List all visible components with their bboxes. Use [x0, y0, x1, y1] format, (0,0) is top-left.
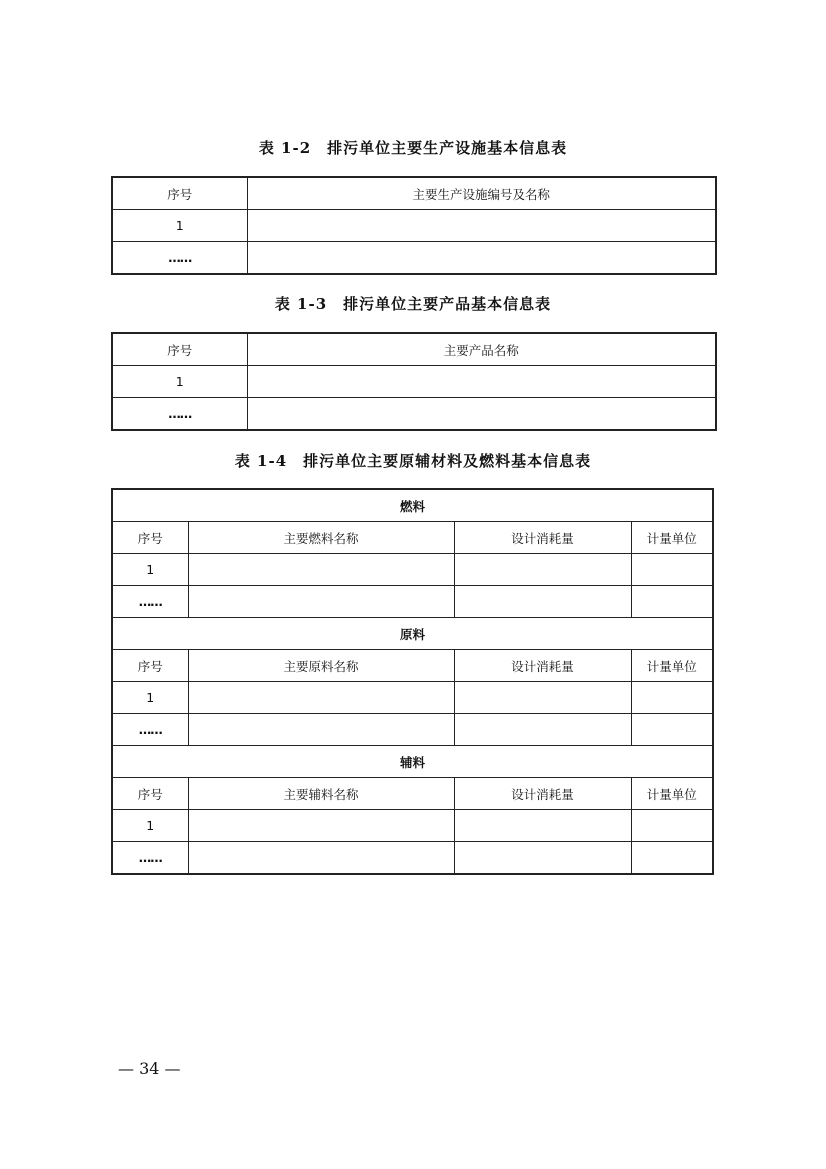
table-cell — [454, 586, 631, 618]
table-row — [112, 682, 713, 714]
table-cell — [188, 586, 454, 618]
table-cell: 1 — [112, 210, 247, 242]
table-row — [112, 366, 716, 398]
table-cell — [631, 810, 713, 842]
table-cell — [188, 810, 454, 842]
header-cell: 序号 — [112, 333, 247, 366]
table-cell — [631, 554, 713, 586]
table-cell — [454, 682, 631, 714]
table-cell — [631, 586, 713, 618]
table-cell: 1 — [112, 682, 188, 714]
table-cell — [454, 810, 631, 842]
table-header-row — [112, 333, 716, 366]
table-cell — [247, 398, 716, 431]
header-cell: 主要生产设施编号及名称 — [247, 177, 716, 210]
section-row-auxiliary — [112, 746, 713, 778]
table-1-4-caption: 表 1-4 排污单位主要原辅材料及燃料基本信息表 — [234, 452, 592, 470]
table-cell: …… — [112, 242, 247, 275]
table-cell — [188, 842, 454, 875]
table-cell: …… — [112, 398, 247, 431]
table-1-3-caption: 表 1-3 排污单位主要产品基本信息表 — [274, 295, 552, 313]
section-title: 燃料 — [112, 489, 713, 522]
table-cell: 1 — [112, 366, 247, 398]
section-title: 原料 — [112, 618, 713, 650]
table-cell: …… — [112, 714, 188, 746]
table-header-row — [112, 650, 713, 682]
page-number: — 34 — — [118, 1059, 181, 1078]
table-cell — [631, 714, 713, 746]
table-cell: …… — [112, 586, 188, 618]
table-1-2-caption: 表 1-2 排污单位主要生产设施基本信息表 — [258, 139, 568, 157]
header-cell: 计量单位 — [631, 650, 713, 682]
header-cell: 设计消耗量 — [454, 778, 631, 810]
table-row — [112, 714, 713, 746]
table-1-2 — [111, 176, 717, 275]
table-cell — [188, 714, 454, 746]
header-cell: 设计消耗量 — [454, 650, 631, 682]
header-cell: 序号 — [112, 650, 188, 682]
table-row — [112, 810, 713, 842]
table-cell — [631, 842, 713, 875]
table-row — [112, 242, 716, 275]
header-cell: 序号 — [112, 177, 247, 210]
header-cell: 计量单位 — [631, 522, 713, 554]
table-row — [112, 210, 716, 242]
table-cell — [247, 366, 716, 398]
header-cell: 设计消耗量 — [454, 522, 631, 554]
section-title: 辅料 — [112, 746, 713, 778]
header-cell: 序号 — [112, 522, 188, 554]
header-cell: 主要原料名称 — [188, 650, 454, 682]
header-cell: 主要产品名称 — [247, 333, 716, 366]
table-cell: …… — [112, 842, 188, 875]
table-header-row — [112, 522, 713, 554]
table-row — [112, 842, 713, 875]
table-cell — [454, 714, 631, 746]
table-row — [112, 398, 716, 431]
table-row — [112, 586, 713, 618]
header-cell: 主要燃料名称 — [188, 522, 454, 554]
section-row-fuel — [112, 489, 713, 522]
table-1-3 — [111, 332, 717, 431]
table-cell — [454, 554, 631, 586]
table-cell: 1 — [112, 554, 188, 586]
header-cell: 主要辅料名称 — [188, 778, 454, 810]
table-cell — [631, 682, 713, 714]
table-cell — [454, 842, 631, 875]
header-cell: 序号 — [112, 778, 188, 810]
table-cell — [188, 682, 454, 714]
table-header-row — [112, 778, 713, 810]
table-cell: 1 — [112, 810, 188, 842]
table-cell — [247, 242, 716, 275]
header-cell: 计量单位 — [631, 778, 713, 810]
table-header-row — [112, 177, 716, 210]
table-cell — [247, 210, 716, 242]
table-row — [112, 554, 713, 586]
table-1-4 — [111, 488, 714, 875]
table-cell — [188, 554, 454, 586]
section-row-raw-material — [112, 618, 713, 650]
